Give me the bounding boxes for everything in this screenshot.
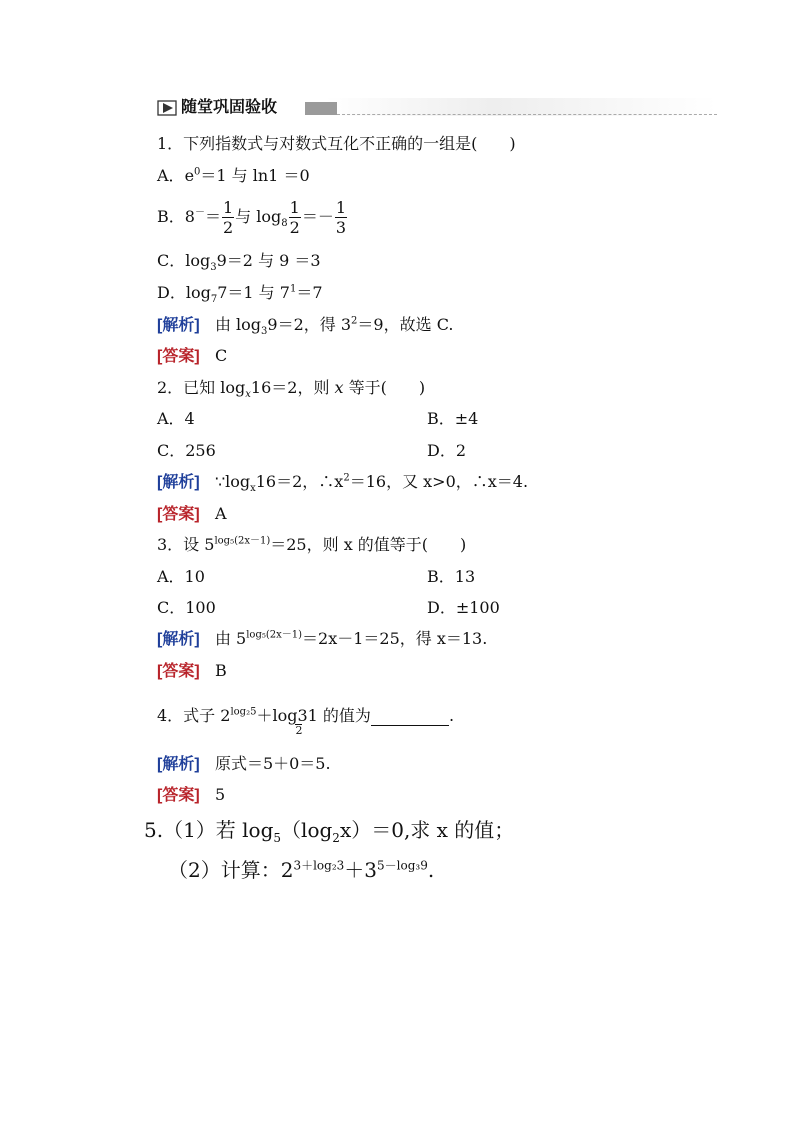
header-gray-block (305, 102, 337, 115)
q3-option-b: B．13 (427, 567, 476, 586)
q5-line2: （2）计算：$2^{3+log_23}+3^{5-log_39}$. (168, 858, 435, 882)
q1-option-b: B．8－＝ $\frac{1}{2}$ 与 $\log_8$ $\frac{1}{2}$ ＝－ $\frac{1}{3}$ (157, 198, 347, 237)
q2-option-c: C．256 (157, 441, 216, 460)
header-dashed-line (337, 114, 717, 115)
q2-option-d: D．2 (427, 441, 467, 460)
q1-option-d: D．$\log_77=1$ 与 $7^1=7$ (157, 283, 323, 306)
q3-answer: [答案] B (157, 661, 227, 680)
header-title: 随堂巩固验收 (181, 99, 278, 116)
q2-option-a: A．4 (157, 409, 195, 428)
analysis-tag: [解析] (157, 631, 200, 648)
q3-option-d: D．±100 (427, 598, 500, 617)
q1-analysis: [解析] 由 $\log_39=2$，得 $3^2=9$，故选 C. (157, 315, 454, 338)
q1-option-c: C．$\log_39=2$ 与 9 ＝3 (157, 251, 321, 274)
answer-tag: [答案] (157, 348, 200, 365)
answer-tag: [答案] (157, 506, 200, 523)
q1-stem: 1．下列指数式与对数式互化不正确的一组是( ) (157, 134, 516, 153)
analysis-tag: [解析] (157, 756, 200, 773)
q3-stem: 3．设 $5^{log_5(2x-1)}=25$，则 x 的值等于( ) (157, 535, 467, 554)
answer-tag: [答案] (157, 787, 200, 804)
q3-option-a: A．10 (157, 567, 205, 586)
play-arrow-icon (157, 100, 177, 116)
q4-analysis: [解析] 原式＝5＋0＝5. (157, 754, 331, 773)
analysis-tag: [解析] (157, 317, 200, 334)
q5-line1: 5.（1）若 $\log_5(\log_2x)=0$,求 x 的值； (144, 818, 515, 845)
q1-answer: [答案] C (157, 346, 228, 365)
q2-option-b: B．±4 (427, 409, 479, 428)
q4-stem: 4．式子 $2^{log_25}+\log 31$ 2 的值为 . (157, 706, 455, 737)
q1-option-a: A．$e^0=1$ 与 ln1 ＝0 (157, 166, 310, 185)
q4-answer: [答案] 5 (157, 785, 226, 804)
q4-answer-blank[interactable] (371, 709, 449, 726)
q2-analysis: [解析] $\because\log_x16=2$，$\therefore x^2=16$，又 x>0，∴x＝4. (157, 472, 529, 495)
answer-tag: [答案] (157, 663, 200, 680)
q2-answer: [答案] A (157, 504, 227, 523)
q3-analysis: [解析] 由 $5^{log_5(2x-1)}=2x-1=25$，得 x＝13. (157, 629, 488, 648)
q2-stem: 2．已知 $\log_x16=2$，则 x 等于( ) (157, 378, 426, 401)
section-header (157, 98, 717, 120)
q3-option-c: C．100 (157, 598, 216, 617)
q4-log-base-half: 2 (295, 724, 303, 737)
analysis-tag: [解析] (157, 474, 200, 491)
